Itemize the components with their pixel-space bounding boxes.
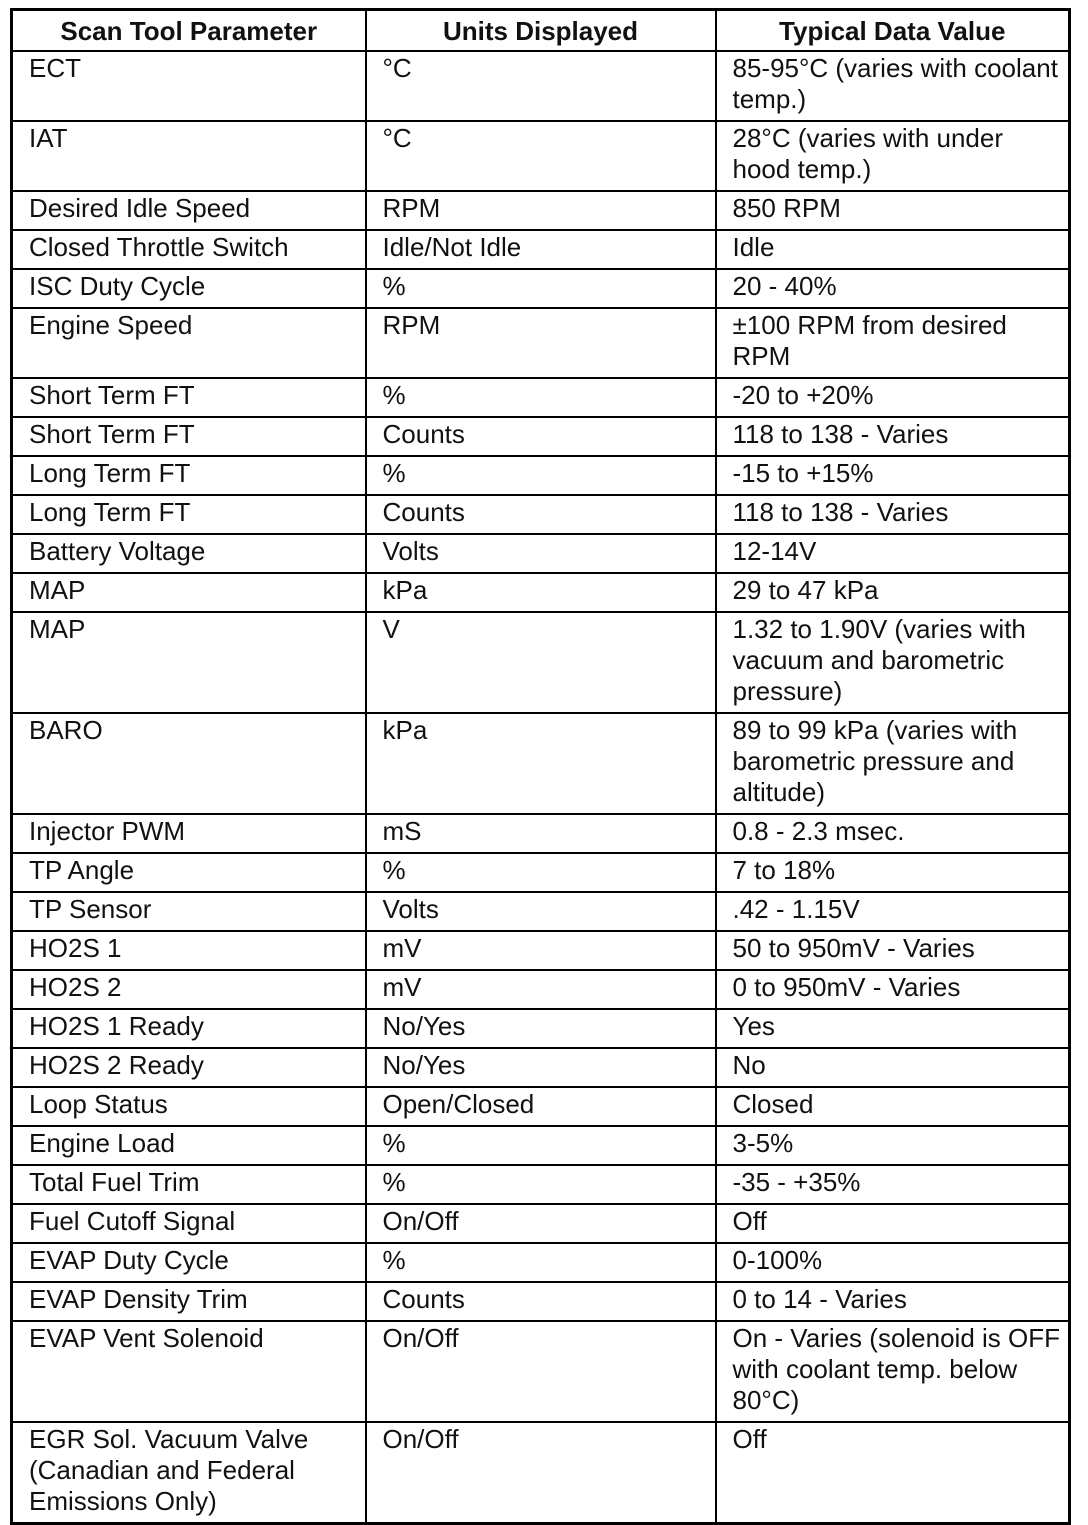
parameter-cell: Long Term FT [12, 495, 366, 534]
parameter-cell: Fuel Cutoff Signal [12, 1204, 366, 1243]
parameter-cell: EVAP Vent Solenoid [12, 1321, 366, 1422]
units-cell: kPa [366, 573, 716, 612]
units-cell: °C [366, 121, 716, 191]
units-cell: % [366, 456, 716, 495]
parameter-cell: Long Term FT [12, 456, 366, 495]
parameter-cell: Short Term FT [12, 417, 366, 456]
typical-value-cell: On - Varies (solenoid is OFF with coolant temp. below 80°C) [716, 1321, 1070, 1422]
typical-value-cell: 0-100% [716, 1243, 1070, 1282]
units-cell: kPa [366, 713, 716, 814]
typical-value-cell: 0.8 - 2.3 msec. [716, 814, 1070, 853]
units-cell: mV [366, 970, 716, 1009]
table-row [12, 814, 1070, 853]
units-cell: % [366, 1243, 716, 1282]
parameter-cell: EVAP Duty Cycle [12, 1243, 366, 1282]
typical-value-cell: -20 to +20% [716, 378, 1070, 417]
table-header-row [12, 10, 1070, 52]
units-cell: No/Yes [366, 1009, 716, 1048]
table-body [12, 51, 1070, 1524]
typical-value-cell: 0 to 950mV - Varies [716, 970, 1070, 1009]
parameter-cell: Loop Status [12, 1087, 366, 1126]
units-cell: mS [366, 814, 716, 853]
table-row [12, 892, 1070, 931]
units-cell: Counts [366, 1282, 716, 1321]
table-row [12, 1243, 1070, 1282]
typical-value-cell: Idle [716, 230, 1070, 269]
parameter-cell: ISC Duty Cycle [12, 269, 366, 308]
table-row [12, 51, 1070, 121]
typical-value-cell: 3-5% [716, 1126, 1070, 1165]
typical-value-cell: -35 - +35% [716, 1165, 1070, 1204]
units-cell: Counts [366, 495, 716, 534]
table-row [12, 1048, 1070, 1087]
units-cell: On/Off [366, 1204, 716, 1243]
parameter-cell: HO2S 2 [12, 970, 366, 1009]
units-cell: Idle/Not Idle [366, 230, 716, 269]
table-row [12, 495, 1070, 534]
typical-value-cell: Off [716, 1204, 1070, 1243]
units-cell: % [366, 378, 716, 417]
table-row [12, 970, 1070, 1009]
typical-value-cell: Off [716, 1422, 1070, 1524]
table-row [12, 612, 1070, 713]
typical-value-cell: 89 to 99 kPa (varies with barometric pressure and altitude) [716, 713, 1070, 814]
typical-value-cell: 7 to 18% [716, 853, 1070, 892]
units-cell: % [366, 853, 716, 892]
table-row [12, 417, 1070, 456]
parameter-cell: Engine Load [12, 1126, 366, 1165]
header-typical-value: Typical Data Value [716, 10, 1070, 52]
parameter-cell: Total Fuel Trim [12, 1165, 366, 1204]
typical-value-cell: Closed [716, 1087, 1070, 1126]
scan-tool-data-table-container [10, 8, 1068, 1525]
table-row [12, 1165, 1070, 1204]
parameter-cell: Battery Voltage [12, 534, 366, 573]
units-cell: On/Off [366, 1321, 716, 1422]
parameter-cell: BARO [12, 713, 366, 814]
table-row [12, 1126, 1070, 1165]
units-cell: Volts [366, 892, 716, 931]
units-cell: °C [366, 51, 716, 121]
typical-value-cell: 50 to 950mV - Varies [716, 931, 1070, 970]
typical-value-cell: ±100 RPM from desired RPM [716, 308, 1070, 378]
table-row [12, 1009, 1070, 1048]
parameter-cell: IAT [12, 121, 366, 191]
table-row [12, 1087, 1070, 1126]
units-cell: On/Off [366, 1422, 716, 1524]
parameter-cell: EVAP Density Trim [12, 1282, 366, 1321]
typical-value-cell: 20 - 40% [716, 269, 1070, 308]
parameter-cell: HO2S 1 [12, 931, 366, 970]
table-row [12, 1422, 1070, 1524]
header-parameter: Scan Tool Parameter [12, 10, 366, 52]
units-cell: Volts [366, 534, 716, 573]
typical-value-cell: 850 RPM [716, 191, 1070, 230]
table-row [12, 1282, 1070, 1321]
table-row [12, 713, 1070, 814]
table-row [12, 121, 1070, 191]
typical-value-cell: 29 to 47 kPa [716, 573, 1070, 612]
table-row [12, 230, 1070, 269]
header-units: Units Displayed [366, 10, 716, 52]
table-row [12, 1321, 1070, 1422]
table-row [12, 378, 1070, 417]
typical-value-cell: .42 - 1.15V [716, 892, 1070, 931]
typical-value-cell: -15 to +15% [716, 456, 1070, 495]
parameter-cell: HO2S 1 Ready [12, 1009, 366, 1048]
typical-value-cell: 12-14V [716, 534, 1070, 573]
units-cell: No/Yes [366, 1048, 716, 1087]
parameter-cell: EGR Sol. Vacuum Valve (Canadian and Federal Emissions Only) [12, 1422, 366, 1524]
table-row [12, 931, 1070, 970]
typical-value-cell: Yes [716, 1009, 1070, 1048]
parameter-cell: Engine Speed [12, 308, 366, 378]
units-cell: mV [366, 931, 716, 970]
parameter-cell: MAP [12, 573, 366, 612]
typical-value-cell: 1.32 to 1.90V (varies with vacuum and barometric pressure) [716, 612, 1070, 713]
typical-value-cell: 85-95°C (varies with coolant temp.) [716, 51, 1070, 121]
table-row [12, 191, 1070, 230]
units-cell: V [366, 612, 716, 713]
units-cell: Open/Closed [366, 1087, 716, 1126]
table-row [12, 853, 1070, 892]
units-cell: % [366, 269, 716, 308]
parameter-cell: MAP [12, 612, 366, 713]
parameter-cell: TP Sensor [12, 892, 366, 931]
scan-tool-data-table [10, 8, 1071, 1525]
typical-value-cell: 28°C (varies with under hood temp.) [716, 121, 1070, 191]
table-row [12, 573, 1070, 612]
parameter-cell: Closed Throttle Switch [12, 230, 366, 269]
units-cell: Counts [366, 417, 716, 456]
parameter-cell: ECT [12, 51, 366, 121]
units-cell: % [366, 1165, 716, 1204]
typical-value-cell: 118 to 138 - Varies [716, 417, 1070, 456]
parameter-cell: Desired Idle Speed [12, 191, 366, 230]
parameter-cell: Short Term FT [12, 378, 366, 417]
typical-value-cell: 118 to 138 - Varies [716, 495, 1070, 534]
units-cell: % [366, 1126, 716, 1165]
table-row [12, 1204, 1070, 1243]
parameter-cell: TP Angle [12, 853, 366, 892]
parameter-cell: HO2S 2 Ready [12, 1048, 366, 1087]
typical-value-cell: No [716, 1048, 1070, 1087]
table-row [12, 269, 1070, 308]
units-cell: RPM [366, 308, 716, 378]
units-cell: RPM [366, 191, 716, 230]
table-row [12, 308, 1070, 378]
table-row [12, 534, 1070, 573]
parameter-cell: Injector PWM [12, 814, 366, 853]
table-row [12, 456, 1070, 495]
typical-value-cell: 0 to 14 - Varies [716, 1282, 1070, 1321]
